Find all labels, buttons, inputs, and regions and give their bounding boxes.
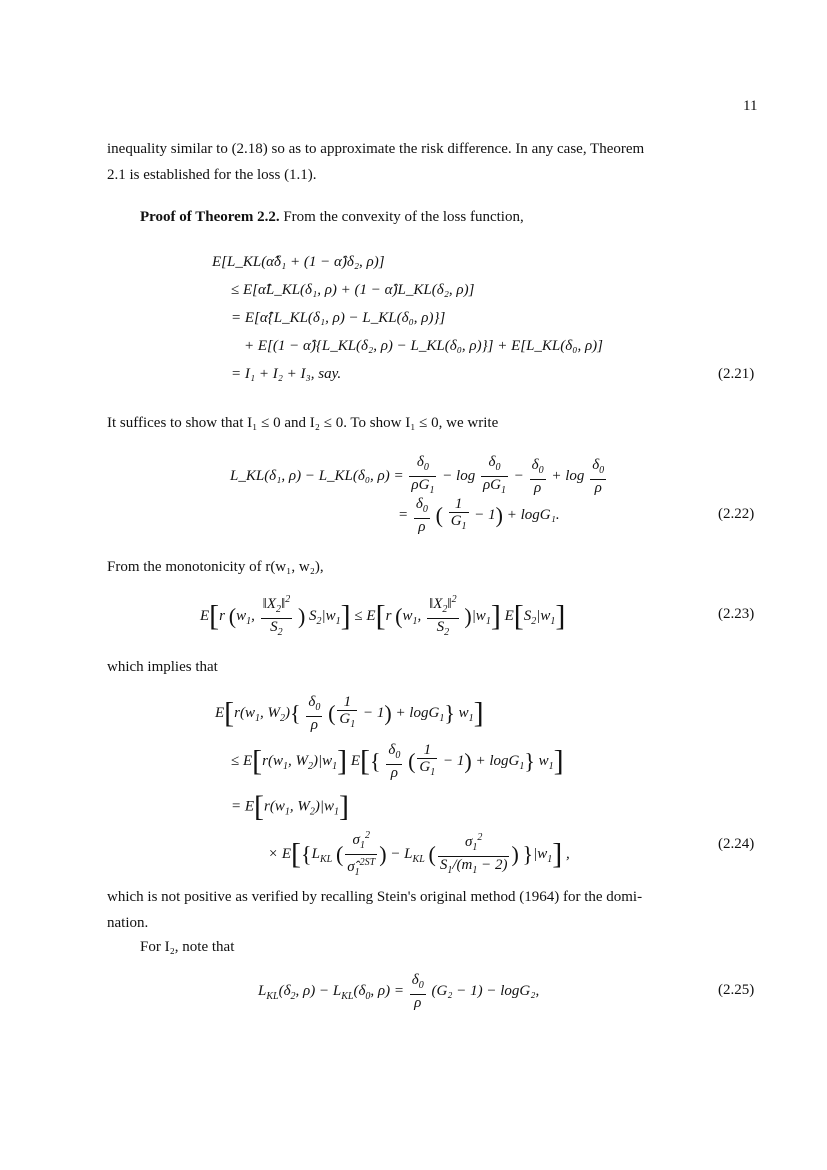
- text-line: which is not positive as verified by recalling Stein's original method (1964) for the domi-: [107, 889, 643, 905]
- equation-number: (2.21): [718, 366, 755, 382]
- fraction: $\frac{\delta_0}{\rho}$: [592, 457, 605, 496]
- eq-line: E[L_KL(α̂δ₁ + (1 − α̂)δ₂, ρ)]: [212, 254, 385, 270]
- eq-line: L_KL(δ₁, ρ) − L_KL(δ₀, ρ) = $\frac{\delta_0}{\rho G_1}$ − log $\frac{\delta_0}{\rho G_1}$ − $\frac{\delta_0}{\rho}$ + log $\frac{\delta_0}{\rho}$: [230, 454, 608, 499]
- fraction: $\frac{1}{G_1}$: [339, 694, 356, 730]
- fraction: $\frac{1}{G_1}$: [450, 496, 467, 532]
- proof-intro: From the convexity of the loss function,: [283, 209, 524, 225]
- paragraph: [107, 884, 762, 936]
- fraction: $\frac{\sigma_1^2}{S_1/(m_1 - 2)}$: [439, 832, 508, 876]
- eq-line: ≤ E[α̂L_KL(δ₁, ρ) + (1 − α̂)L_KL(δ₂, ρ)]: [231, 282, 475, 298]
- paragraph-continuation: [107, 136, 762, 188]
- eq-lhs: L_KL(δ₁, ρ) − L_KL(δ₀, ρ) =: [230, 467, 404, 484]
- proof-heading: [140, 204, 795, 230]
- text-line: inequality similar to (2.18) so as to approximate the risk difference. In any case, Theorem: [107, 141, 645, 157]
- text-line: nation.: [107, 915, 149, 931]
- eq-line: E[r ($w_1$, $\frac{‖X_2‖^2}{S_2}$ ) $S_2|w_1] \le E[r$ ($w_1$, $\frac{‖X_2‖^2}{S_2}$ )$|w_1$] $E[S_2|w_1]$: [200, 592, 565, 641]
- eq-line: + E[(1 − α̂){L_KL(δ₂, ρ) − L_KL(δ₀, ρ)}] + E[L_KL(δ₀, ρ)]: [244, 338, 603, 354]
- eq-line: ≤ $E[r(w_1$, $W_2)|w_1$] E[{ $\frac{\delta_0}{\rho}$ ( $\frac{1}{G_1}$ − 1) + logG$_1$} $w_1$]: [231, 742, 564, 781]
- fraction: $\frac{‖X_2‖^2}{S_2}$: [429, 594, 457, 638]
- fraction: $\frac{\delta_0}{\rho}$: [388, 742, 401, 781]
- eq-line: = I₁ + I₂ + I₃, say.: [231, 366, 342, 382]
- page-number: 11: [743, 98, 758, 114]
- fraction: $\frac{\delta_0}{\rho G_1}$: [482, 454, 507, 496]
- fraction: $\frac{\delta_0}{\rho}$: [531, 457, 544, 496]
- fraction: $\frac{\sigma_1^2}{\sigmâ_1^{2ST}}$: [347, 830, 376, 878]
- fraction: $\frac{‖X_2‖^2}{S_2}$: [262, 594, 291, 638]
- fraction: $\frac{\delta_0}{\rho}$: [308, 694, 321, 733]
- fraction: $\frac{1}{G_1}$: [419, 742, 436, 778]
- equation-number: (2.23): [718, 606, 755, 622]
- eq-line: = $E[r(w_1$, $W_2)|w_1$]: [231, 790, 350, 823]
- text-line: 2.1 is established for the loss (1.1).: [107, 167, 317, 183]
- paragraph: From the monotonicity of r(w₁, w₂),: [107, 559, 324, 575]
- eq-line: × $E[\{L_{KL}$ ( $\frac{\sigma_1^2}{\sigmâ_1^{2ST}}$ ) − $L_{KL}$ ( $\frac{\sigma_1^2}{S_1/(m_1 - 2)}$ ) }$|w_1$] ,: [268, 828, 570, 881]
- equation-number: (2.24): [718, 836, 755, 852]
- eq-line: $L_{KL}(\delta_2$, $\rho) - L_{KL}(\delta_0$, ρ) = $\frac{\delta_0}{\rho}$ (G₂ − 1) − logG₂,: [258, 972, 540, 1011]
- equation-number: (2.25): [718, 982, 755, 998]
- eq-rhs: (G₂ − 1) − logG₂,: [431, 982, 540, 999]
- paragraph: It suffices to show that I₁ ≤ 0 and I₂ ≤ 0. To show I₁ ≤ 0, we write: [107, 415, 499, 431]
- equation-number: (2.22): [718, 506, 755, 522]
- fraction: $\frac{\delta_0}{\rho G_1}$: [411, 454, 435, 496]
- eq-suffix: + logG₁.: [506, 506, 560, 523]
- eq-line: = E[α̂{L_KL(δ₁, ρ) − L_KL(δ₀, ρ)}]: [231, 310, 446, 326]
- fraction: $\frac{\delta_0}{\rho}$: [415, 496, 428, 535]
- eq-line: = $\frac{\delta_0}{\rho}$ ( $\frac{1}{G_1}$ − 1) + logG₁.: [398, 496, 560, 535]
- eq-line: $E[r(w_1$, $W_2$){ $\frac{\delta_0}{\rho}$ ( $\frac{1}{G_1}$ − 1) + logG$_1$} $w_1$]: [215, 694, 484, 733]
- proof-title: Proof of Theorem 2.2.: [140, 209, 280, 225]
- paragraph: which implies that: [107, 659, 218, 675]
- fraction: $\frac{\delta_0}{\rho}$: [411, 972, 424, 1011]
- paragraph: For I₂, note that: [140, 939, 235, 955]
